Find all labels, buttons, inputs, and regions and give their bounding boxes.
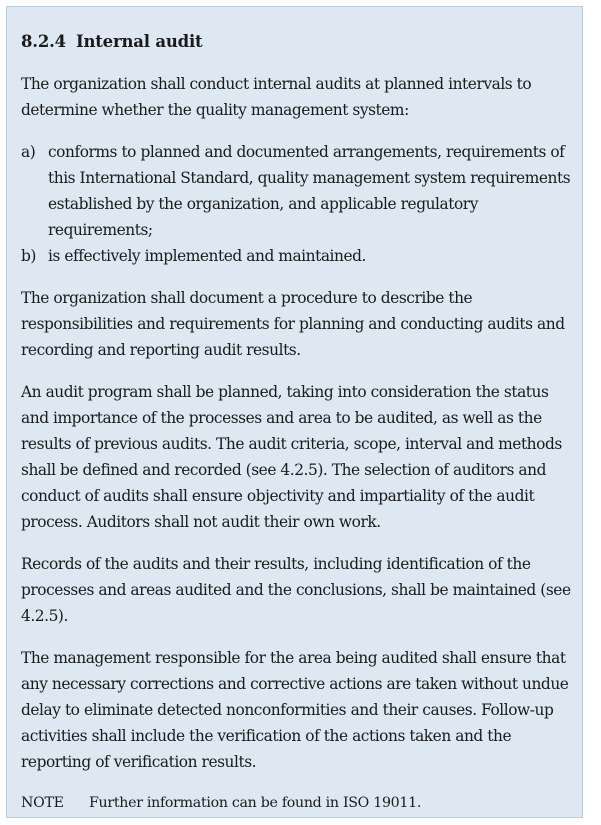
- procedure-paragraph: The organization shall document a procedure to describe the responsibilities and requirements for planning and conducting audits and recording and reporting audit results.: [21, 289, 565, 359]
- list-item-marker: b): [21, 247, 36, 265]
- requirements-list: [21, 139, 574, 269]
- audit-program-paragraph: An audit program shall be planned, taking into consideration the status and importance of the processes and area to be audited, as well as the results of previous audits. The audit criteria, scope, interval and methods shall be defined and recorded (see 4.2.5). The selection of auditors and conduct of audits shall ensure objectivity and impartiality of the audit process. Auditors shall not audit their own work.: [21, 383, 562, 531]
- list-item-text: is effectively implemented and maintained.: [48, 247, 366, 265]
- records-paragraph: Records of the audits and their results, including identification of the processes and areas audited and the conclusions, shall be maintained (see 4.2.5).: [21, 555, 571, 625]
- section-number: 8.2.4: [21, 32, 66, 51]
- document-box: [6, 6, 583, 818]
- note-label: NOTE: [21, 795, 64, 811]
- note: [21, 791, 574, 815]
- section-title: Internal audit: [75, 32, 203, 51]
- intro-paragraph: The organization shall conduct internal audits at planned intervals to determine whether the quality management system:: [21, 75, 532, 119]
- list-item-text: conforms to planned and documented arrangements, requirements of this International Standard, quality management system requirements established by the organization, and applicable regulatory requirements;: [48, 143, 571, 239]
- list-item-marker: a): [21, 143, 36, 161]
- management-paragraph: The management responsible for the area being audited shall ensure that any necessary corrections and corrective actions are taken without undue delay to eliminate detected nonconformities and their causes. Follow-up activities shall include the verification of the actions taken and the reporting of verification results.: [21, 649, 569, 771]
- section-heading: [21, 31, 574, 53]
- list-item: [21, 139, 574, 243]
- note-text: Further information can be found in ISO 19011.: [89, 795, 422, 811]
- list-item: [21, 243, 574, 269]
